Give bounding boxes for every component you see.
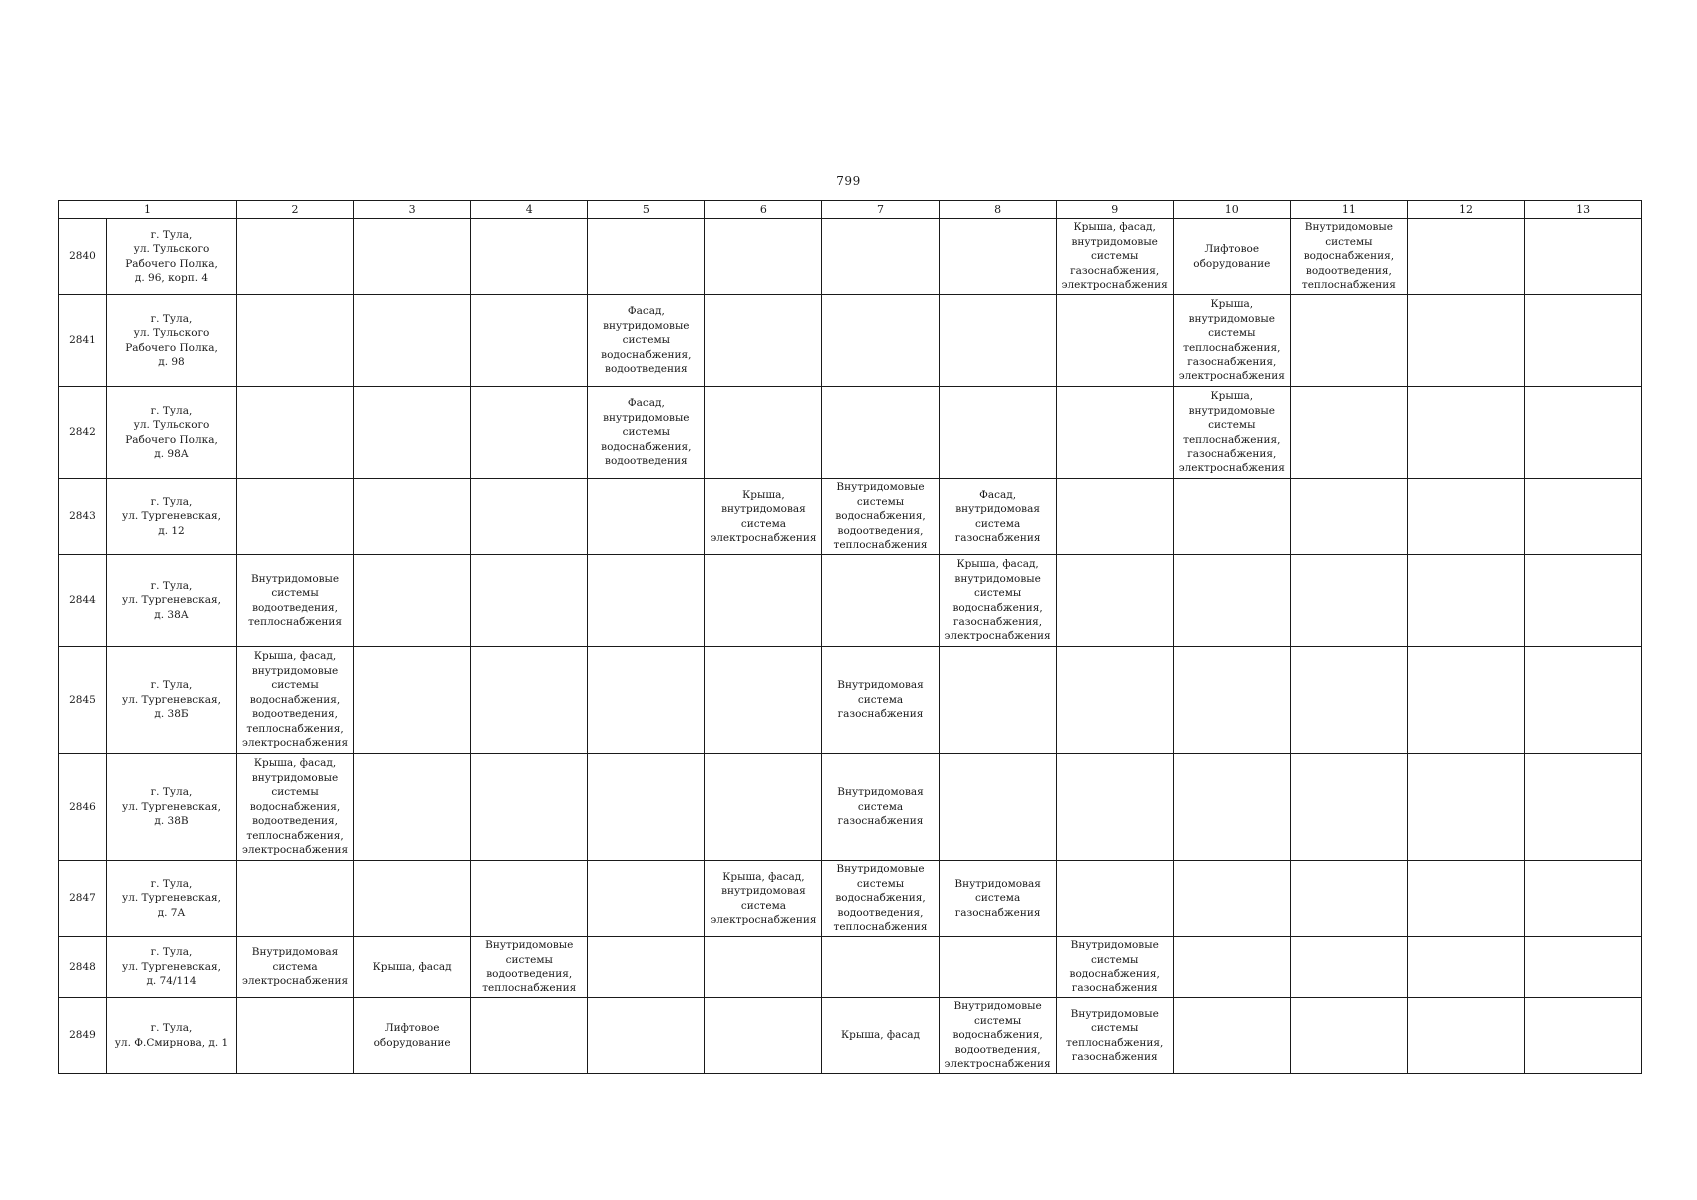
work-type-cell [1173, 998, 1290, 1074]
work-type-cell: Внутридомовые системы водоснабжения, водоотведения, теплоснабжения [822, 479, 939, 555]
work-type-cell [354, 295, 471, 387]
work-type-cell [588, 754, 705, 861]
column-number-header-cell: 3 [354, 201, 471, 219]
work-type-cell [237, 295, 354, 387]
work-type-cell [588, 555, 705, 647]
work-type-cell [1173, 647, 1290, 754]
work-type-cell [471, 555, 588, 647]
work-type-cell [1407, 861, 1524, 937]
work-type-cell [588, 998, 705, 1074]
work-type-cell [1173, 861, 1290, 937]
work-type-cell [822, 555, 939, 647]
work-type-cell [1173, 937, 1290, 998]
address-cell: г. Тула, ул. Тургеневская, д. 7А [107, 861, 237, 937]
work-type-cell [822, 219, 939, 295]
work-type-cell [1407, 555, 1524, 647]
work-type-cell [354, 647, 471, 754]
table-row [59, 998, 1642, 1074]
work-type-cell: Внутридомовые системы водоснабжения, водоотведения, теплоснабжения [822, 861, 939, 937]
work-type-cell [939, 937, 1056, 998]
work-type-cell [1290, 555, 1407, 647]
work-type-cell [939, 387, 1056, 479]
work-type-cell [1056, 555, 1173, 647]
work-type-cell [471, 998, 588, 1074]
work-type-cell [1407, 647, 1524, 754]
work-type-cell [471, 861, 588, 937]
work-type-cell [1525, 479, 1642, 555]
work-type-cell [1407, 387, 1524, 479]
column-number-header-cell: 9 [1056, 201, 1173, 219]
row-number: 2845 [59, 647, 107, 754]
address-cell: г. Тула, ул. Тульского Рабочего Полка, д. 98 [107, 295, 237, 387]
work-type-cell [1407, 754, 1524, 861]
work-type-cell [471, 219, 588, 295]
page-number: 799 [836, 174, 861, 188]
work-type-cell [822, 295, 939, 387]
work-type-cell [1407, 295, 1524, 387]
work-type-cell [1407, 219, 1524, 295]
work-type-cell: Внутридомовые системы водоснабжения, водоотведения, электроснабжения [939, 998, 1056, 1074]
table-row [59, 861, 1642, 937]
work-type-cell [588, 861, 705, 937]
work-type-cell: Крыша, фасад [354, 937, 471, 998]
work-type-cell [1056, 861, 1173, 937]
column-number-header [59, 201, 1642, 219]
work-type-cell [1525, 998, 1642, 1074]
address-cell: г. Тула, ул. Тульского Рабочего Полка, д. 96, корп. 4 [107, 219, 237, 295]
work-type-cell [1056, 479, 1173, 555]
work-type-cell [705, 937, 822, 998]
header-row [59, 201, 1642, 219]
table-body [59, 219, 1642, 1074]
work-type-cell [588, 479, 705, 555]
work-type-cell: Внутридомовые системы водоотведения, теплоснабжения [471, 937, 588, 998]
work-type-cell [1525, 219, 1642, 295]
work-type-cell [471, 295, 588, 387]
work-type-cell [237, 219, 354, 295]
column-number-header-cell: 2 [237, 201, 354, 219]
work-type-cell [1056, 754, 1173, 861]
work-type-cell [939, 219, 1056, 295]
address-cell: г. Тула, ул. Тульского Рабочего Полка, д. 98А [107, 387, 237, 479]
work-type-cell [588, 937, 705, 998]
column-number-header-cell: 12 [1407, 201, 1524, 219]
column-number-header-cell: 13 [1525, 201, 1642, 219]
row-number: 2842 [59, 387, 107, 479]
work-type-cell [237, 998, 354, 1074]
row-number: 2849 [59, 998, 107, 1074]
work-type-cell: Крыша, фасад, внутридомовые системы водоснабжения, газоснабжения, электроснабжения [939, 555, 1056, 647]
work-type-cell [1290, 647, 1407, 754]
work-type-cell [237, 479, 354, 555]
address-cell: г. Тула, ул. Тургеневская, д. 74/114 [107, 937, 237, 998]
work-type-cell: Крыша, фасад, внутридомовая система электроснабжения [705, 861, 822, 937]
work-type-cell: Крыша, внутридомовые системы теплоснабжения, газоснабжения, электроснабжения [1173, 387, 1290, 479]
column-number-header-cell: 5 [588, 201, 705, 219]
address-cell: г. Тула, ул. Тургеневская, д. 38В [107, 754, 237, 861]
work-type-cell [588, 219, 705, 295]
work-type-cell [471, 754, 588, 861]
work-type-cell [1525, 754, 1642, 861]
work-type-cell: Внутридомовая система газоснабжения [939, 861, 1056, 937]
work-type-cell [1525, 937, 1642, 998]
work-type-cell [471, 479, 588, 555]
work-type-cell [354, 555, 471, 647]
address-cell: г. Тула, ул. Тургеневская, д. 38А [107, 555, 237, 647]
column-number-header-cell: 8 [939, 201, 1056, 219]
work-type-cell [1173, 754, 1290, 861]
work-type-cell: Внутридомовая система газоснабжения [822, 647, 939, 754]
row-number: 2848 [59, 937, 107, 998]
work-type-cell [1173, 555, 1290, 647]
work-type-cell [1407, 998, 1524, 1074]
work-type-cell: Крыша, фасад, внутридомовые системы газоснабжения, электроснабжения [1056, 219, 1173, 295]
work-type-cell [939, 754, 1056, 861]
work-type-cell [354, 479, 471, 555]
column-number-header-cell: 6 [705, 201, 822, 219]
work-type-cell: Крыша, фасад, внутридомовые системы водоснабжения, водоотведения, теплоснабжения, электроснабжения [237, 647, 354, 754]
work-type-cell [1525, 295, 1642, 387]
row-number: 2844 [59, 555, 107, 647]
column-number-header-cell: 1 [59, 201, 237, 219]
table-row [59, 937, 1642, 998]
work-type-cell: Внутридомовая система электроснабжения [237, 937, 354, 998]
work-type-cell [1056, 387, 1173, 479]
work-type-cell [1290, 998, 1407, 1074]
work-type-cell: Крыша, внутридомовая система электроснабжения [705, 479, 822, 555]
work-type-cell [1525, 861, 1642, 937]
row-number: 2847 [59, 861, 107, 937]
work-type-cell [822, 937, 939, 998]
work-type-cell [1056, 295, 1173, 387]
work-type-cell [1290, 861, 1407, 937]
work-type-cell [588, 647, 705, 754]
row-number: 2840 [59, 219, 107, 295]
address-cell: г. Тула, ул. Тургеневская, д. 12 [107, 479, 237, 555]
table-row [59, 295, 1642, 387]
work-type-cell [1407, 479, 1524, 555]
work-type-cell: Внутридомовые системы водоотведения, теплоснабжения [237, 555, 354, 647]
work-type-cell: Внутридомовые системы водоснабжения, газоснабжения [1056, 937, 1173, 998]
work-type-cell: Крыша, внутридомовые системы теплоснабжения, газоснабжения, электроснабжения [1173, 295, 1290, 387]
work-type-cell [1173, 479, 1290, 555]
row-number: 2841 [59, 295, 107, 387]
work-type-cell [705, 754, 822, 861]
address-cell: г. Тула, ул. Ф.Смирнова, д. 1 [107, 998, 237, 1074]
work-type-cell: Внутридомовые системы водоснабжения, водоотведения, теплоснабжения [1290, 219, 1407, 295]
work-type-cell [705, 998, 822, 1074]
work-type-cell [939, 295, 1056, 387]
work-type-cell [1407, 937, 1524, 998]
work-type-cell: Лифтовое оборудование [1173, 219, 1290, 295]
work-type-cell [1525, 387, 1642, 479]
work-type-cell [705, 555, 822, 647]
table-row [59, 479, 1642, 555]
work-type-cell [1290, 387, 1407, 479]
work-type-cell: Внутридомовая система газоснабжения [822, 754, 939, 861]
row-number: 2843 [59, 479, 107, 555]
work-type-cell: Лифтовое оборудование [354, 998, 471, 1074]
work-type-cell [471, 387, 588, 479]
work-type-cell [471, 647, 588, 754]
table-row [59, 555, 1642, 647]
row-number: 2846 [59, 754, 107, 861]
work-type-cell [354, 754, 471, 861]
table-row [59, 754, 1642, 861]
work-type-cell: Крыша, фасад [822, 998, 939, 1074]
work-type-cell [237, 387, 354, 479]
work-type-cell [237, 861, 354, 937]
work-type-cell: Фасад, внутридомовые системы водоснабжения, водоотведения [588, 387, 705, 479]
work-type-cell [1290, 295, 1407, 387]
column-number-header-cell: 4 [471, 201, 588, 219]
work-type-cell [1290, 937, 1407, 998]
work-type-cell [354, 219, 471, 295]
work-type-cell [1525, 555, 1642, 647]
work-type-cell [1290, 754, 1407, 861]
table-row [59, 647, 1642, 754]
column-number-header-cell: 11 [1290, 201, 1407, 219]
work-type-cell: Внутридомовые системы теплоснабжения, газоснабжения [1056, 998, 1173, 1074]
work-type-cell [1290, 479, 1407, 555]
work-type-cell [705, 219, 822, 295]
work-type-cell [354, 861, 471, 937]
table-row [59, 219, 1642, 295]
work-type-cell [705, 387, 822, 479]
work-type-cell [354, 387, 471, 479]
work-type-cell [822, 387, 939, 479]
column-number-header-cell: 7 [822, 201, 939, 219]
table-row [59, 387, 1642, 479]
work-type-cell [705, 647, 822, 754]
column-number-header-cell: 10 [1173, 201, 1290, 219]
work-type-cell: Крыша, фасад, внутридомовые системы водоснабжения, водоотведения, теплоснабжения, электроснабжения [237, 754, 354, 861]
repair-schedule-table [58, 200, 1642, 1074]
work-type-cell [1525, 647, 1642, 754]
work-type-cell [705, 295, 822, 387]
work-type-cell [939, 647, 1056, 754]
work-type-cell [1056, 647, 1173, 754]
work-type-cell: Фасад, внутридомовая система газоснабжения [939, 479, 1056, 555]
work-type-cell: Фасад, внутридомовые системы водоснабжения, водоотведения [588, 295, 705, 387]
address-cell: г. Тула, ул. Тургеневская, д. 38Б [107, 647, 237, 754]
